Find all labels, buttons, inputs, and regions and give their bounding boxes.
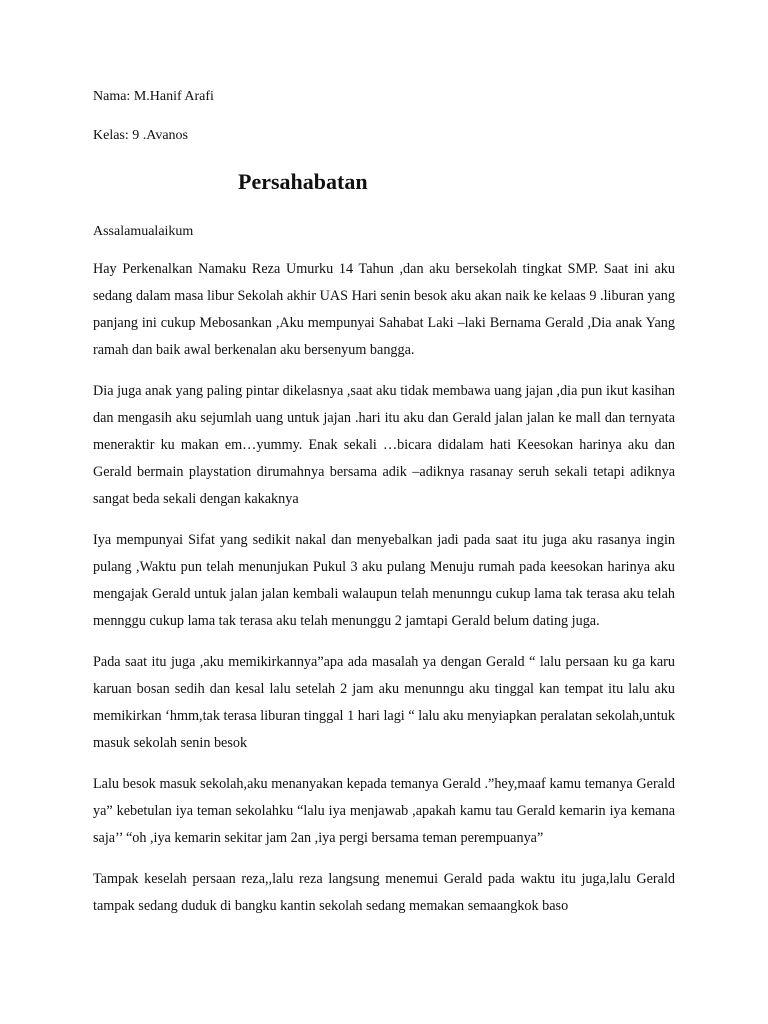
greeting-line: Assalamualaikum bbox=[93, 224, 194, 239]
student-class-line: Kelas: 9 .Avanos bbox=[93, 128, 188, 143]
document-title: Persahabatan bbox=[238, 169, 368, 194]
paragraph-1: Hay Perkenalkan Namaku Reza Umurku 14 Tahun ,dan aku bersekolah tingkat SMP. Saat ini aku sedang dalam masa libur Sekolah akhir UAS Hari senin besok aku akan naik ke kelaas 9 .liburan yang panjang ini cukup Mebosankan ,Aku mempunyai Sahabat Laki –laki Bernama Gerald ,Dia anak Yang ramah dan baik awal berkenalan aku bersenyum bangga. bbox=[93, 261, 675, 358]
paragraph-6: Tampak keselah persaan reza,,lalu reza langsung menemui Gerald pada waktu itu juga,lalu Gerald tampak sedang duduk di bangku kantin sekolah sedang memakan semaangkok baso bbox=[93, 871, 675, 914]
student-name-line: Nama: M.Hanif Arafi bbox=[93, 89, 214, 104]
paragraph-2: Dia juga anak yang paling pintar dikelasnya ,saat aku tidak membawa uang jajan ,dia pun ikut kasihan dan mengasih aku sejumlah uang untuk jajan .hari itu aku dan Gerald jalan jalan ke mall dan ternyata meneraktir ku makan em…yummy. Enak sekali …bicara didalam hati Keesokan harinya aku dan Gerald bermain playstation dirumahnya bersama adik –adiknya rasanay seruh sekali tetapi adiknya sangat beda sekali dengan kakaknya bbox=[93, 383, 675, 507]
story-body bbox=[93, 256, 675, 934]
paragraph-3: Iya mempunyai Sifat yang sedikit nakal dan menyebalkan jadi pada saat itu juga aku rasanya ingin pulang ,Waktu pun telah menunjukan Pukul 3 aku pulang Menuju rumah pada keesokan harinya aku mengajak Gerald untuk jalan jalan kembali walaupun telah menunngu cukup lama tak terasa aku telah mennggu cukup lama tak terasa aku telah menunggu 2 jamtapi Gerald belum dating juga. bbox=[93, 532, 675, 629]
paragraph-5: Lalu besok masuk sekolah,aku menanyakan kepada temanya Gerald .”hey,maaf kamu temanya Gerald ya” kebetulan iya teman sekolahku “lalu iya menjawab ,apakah kamu tau Gerald kemarin iya kemana saja’’ “oh ,iya kemarin sekitar jam 2an ,iya pergi bersama teman perempuanya” bbox=[93, 776, 675, 846]
paragraph-4: Pada saat itu juga ,aku memikirkannya”apa ada masalah ya dengan Gerald “ lalu persaan ku ga karu karuan bosan sedih dan kesal lalu setelah 2 jam aku menunngu aku tinggal kan tempat itu lalu aku memikirkan ‘hmm,tak terasa liburan tinggal 1 hari lagi “ lalu aku menyiapkan peralatan sekolah,untuk masuk sekolah senin besok bbox=[93, 654, 675, 751]
